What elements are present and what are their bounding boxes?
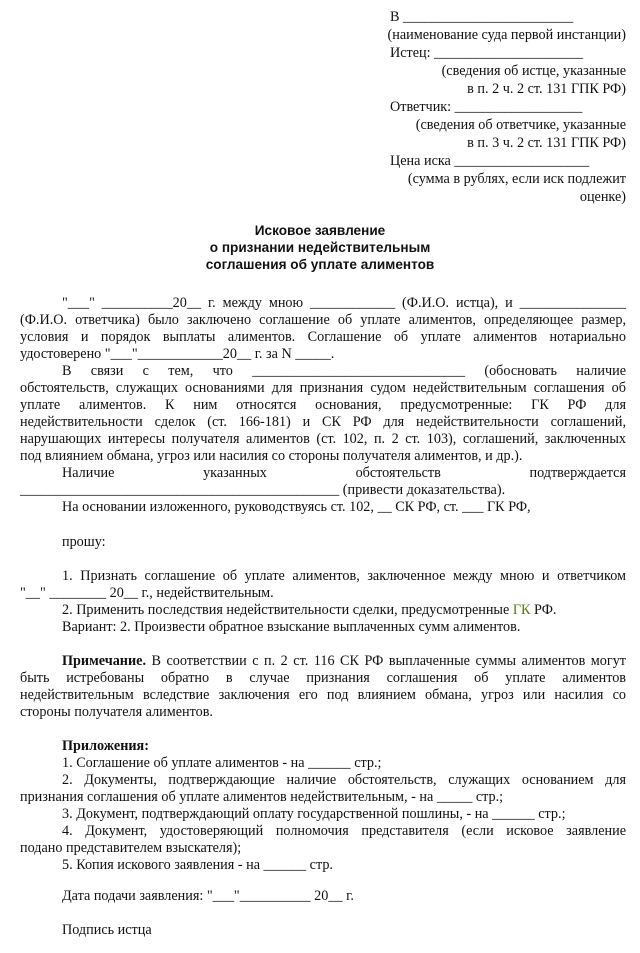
plaintiff-note-2: в п. 2 ч. 2 ст. 131 ГПК РФ) [467,81,626,97]
request-heading: прошу: [62,534,106,550]
note-line-4: стороны получателя алиментов. [20,704,213,720]
gk-link[interactable]: ГК [512,602,531,618]
document-title-2: о признании недействительным [209,240,431,255]
plaintiff-line: Истец: _____________________ [390,45,584,61]
attachment-4-line-2: подано представителем взыскателя); [20,840,242,856]
note-label: Примечание. [62,653,146,669]
note-text-1: В соответствии с п. 2 ст. 116 СК РФ выплаченные суммы алиментов могут [146,653,626,669]
attachment-2-line-2: признания соглашения об уплате алиментов недействительным, - на _____ стр.; [20,789,504,805]
attachment-4-line-1: 4. Документ, удостоверяющий полномочия представителя (если исковое заявление [62,823,626,839]
paragraph-1-line-3: условия и порядок выплаты алиментов. Соглашение об уплате алиментов нотариально [20,329,626,345]
paragraph-2-line-4: недействительности сделок (ст. 166-181) и СК РФ для недействительности соглашений, [20,414,626,430]
paragraph-2-line-3: уплате алиментов. К ним относятся основания, предусмотренные: ГК РФ для [20,397,626,413]
filing-date: Дата подачи заявления: "___"__________ 20__ г. [62,888,354,904]
defendant-note-2: в п. 3 ч. 2 ст. 131 ГПК РФ) [467,135,626,151]
paragraph-3-line-1: Наличие указанных обстоятельств подтверждается [62,465,626,481]
note-line-2: быть истребованы обратно в случае признания соглашения об уплате алиментов [20,670,626,686]
court-line: В ________________________ [390,9,574,25]
paragraph-2-line-1: В связи с тем, что ______________________________ (обосновать наличие [62,363,626,379]
claim-note-1: (сумма в рублях, если иск подлежит [407,171,626,187]
court-note: (наименование суда первой инстанции) [387,27,626,43]
request-1-line-1: 1. Признать соглашение об уплате алиментов, заключенное между мною и ответчиком [62,568,626,584]
attachment-1: 1. Соглашение об уплате алиментов - на ______ стр.; [62,755,382,771]
attachment-2-line-1: 2. Документы, подтверждающие наличие обстоятельств, служащих основанием для [62,772,626,788]
defendant-line: Ответчик: __________________ [390,99,583,115]
plaintiff-note-1: (сведения об истце, указанные [441,63,626,79]
paragraph-1-line-1: "___" __________20__ г. между мною ____________ (Ф.И.О. истца), и _______________ [62,295,626,311]
paragraph-2-line-6: под влиянием обмана, угроз или насилия со стороны получателя алиментов, и др.). [20,448,523,464]
paragraph-2-line-5: нарушающих интересы получателя алиментов (ст. 102, п. 2 ст. 103), соглашений, заключенных [20,431,626,447]
request-2-text: 2. Применить последствия недействительности сделки, предусмотренные [62,602,513,618]
attachment-3: 3. Документ, подтверждающий оплату государственной пошлины, - на ______ стр.; [62,806,566,822]
claim-line: Цена иска ___________________ [390,153,590,169]
paragraph-1-line-4: удостоверено "___"____________20__ г. за N _____. [20,346,335,362]
request-2 [62,602,556,619]
paragraph-2-line-2: обстоятельств, служащих основаниями для признания судом недействительным соглашения об [20,380,626,396]
note-line-1 [62,653,626,670]
signature-line: Подпись истца [62,922,152,938]
document-title-3: соглашения об уплате алиментов [205,257,435,272]
request-3: Вариант: 2. Произвести обратное взыскание выплаченных сумм алиментов. [62,619,521,635]
note-line-3: недействительным вследствие заключения его под влиянием обмана, угроз или насилия со [20,687,626,703]
request-2-suffix: РФ. [530,602,557,618]
paragraph-1-line-2: (Ф.И.О. ответчика) было заключено соглашение об уплате алиментов, определяющее размер, [20,312,626,328]
paragraph-4: На основании изложенного, руководствуясь ст. 102, __ СК РФ, ст. ___ ГК РФ, [62,499,531,515]
attachments-heading: Приложения: [62,738,149,754]
defendant-note-1: (сведения об ответчике, указанные [415,117,626,133]
claim-note-2: оценке) [579,189,626,205]
document-title-1: Исковое заявление [254,223,386,238]
request-1-line-2: "__" ________ 20__ г., недействительным. [20,585,274,601]
attachment-5: 5. Копия искового заявления - на ______ стр. [62,857,333,873]
paragraph-3-line-2: _____________________________________________ (привести доказательства). [20,482,506,498]
